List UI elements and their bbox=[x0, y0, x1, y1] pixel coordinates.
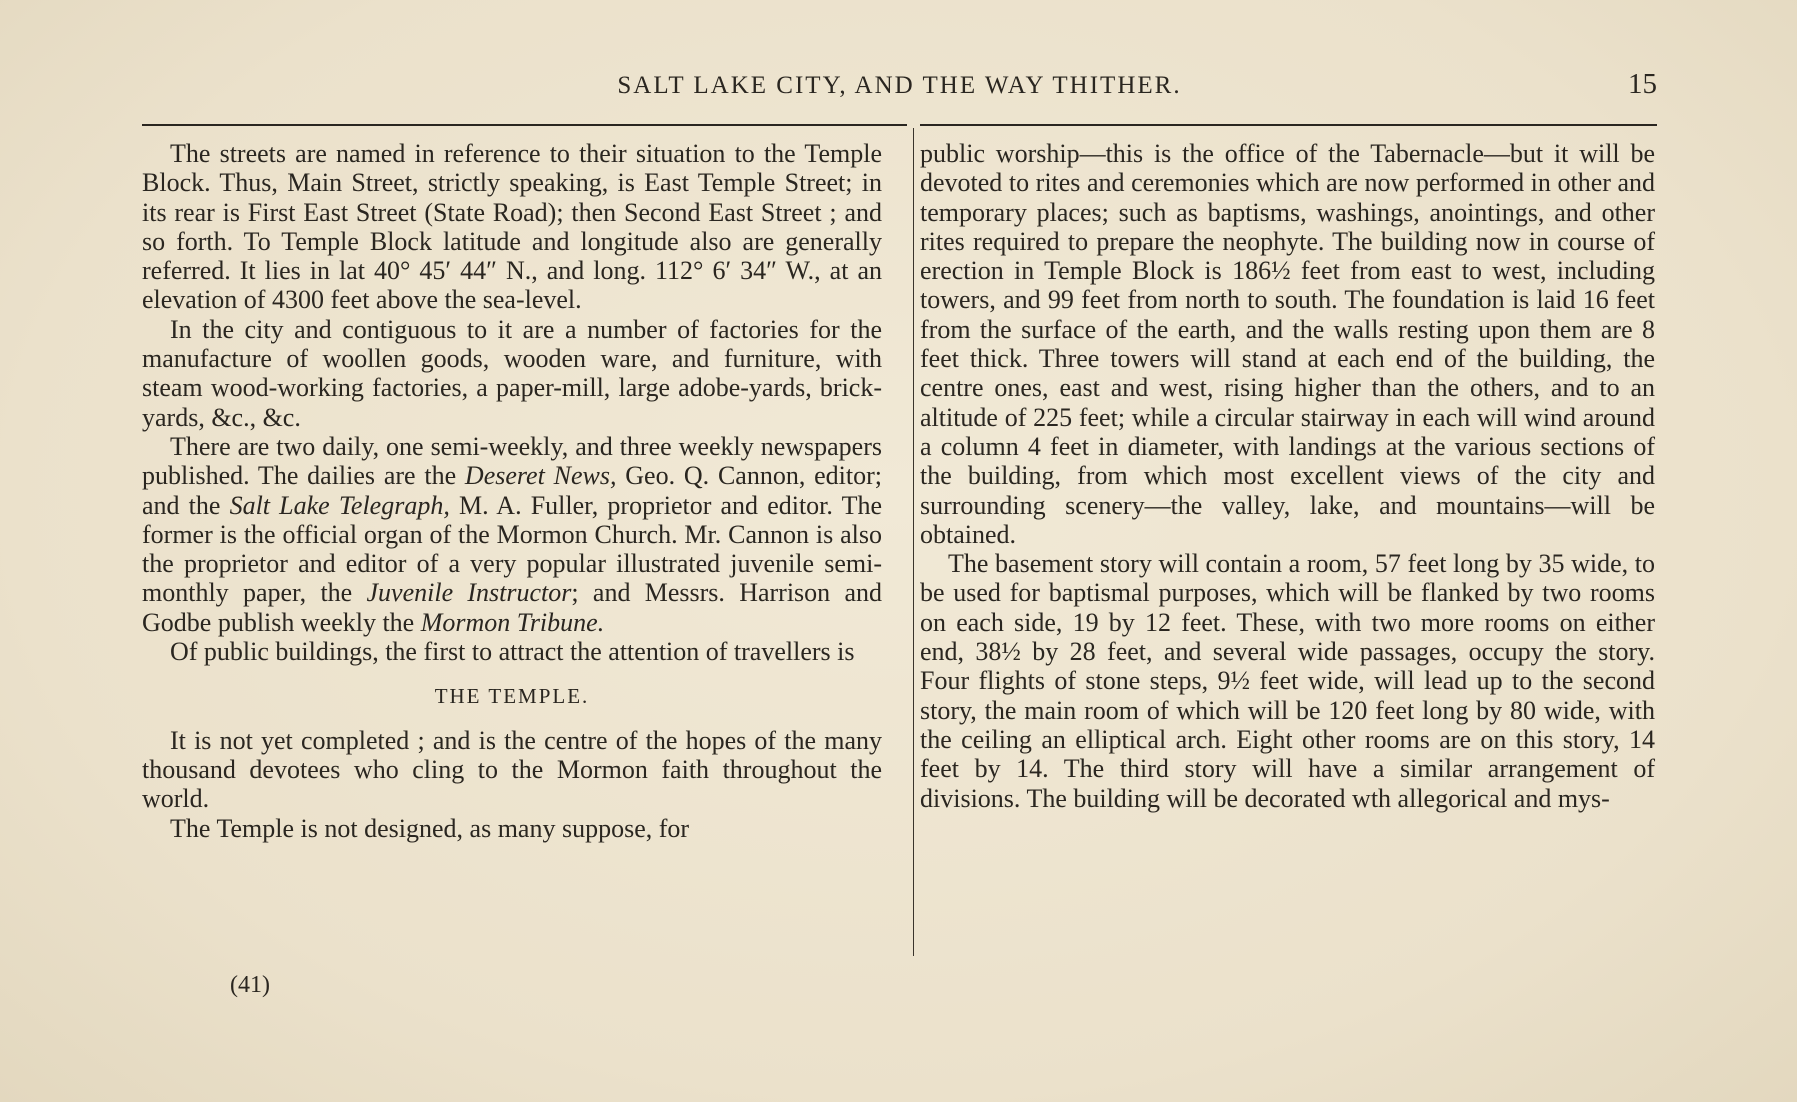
page-number: 15 bbox=[1628, 68, 1657, 100]
paragraph-newspapers bbox=[142, 432, 882, 637]
paragraph-basement: The basement story will contain a room, 57 feet long by 35 wide, to be used for baptismal purposes, which will be flanked by two rooms on each side, 19 by 12 feet. These, with two more rooms on either end, 38½ by 28 feet, and several wide passages, occupy the story. Four flights of stone steps, 9½ feet wide, will lead up to the second story, the main room of which will be 120 feet long by 80 wide, with the ceiling an elliptical arch. Eight other rooms are on this story, 14 feet by 14. The third story will have a similar arrangement of divisions. The building will be decorated wth allegorical and mys- bbox=[920, 549, 1655, 813]
column-divider bbox=[913, 128, 914, 956]
right-column bbox=[920, 139, 1655, 813]
newspaper-title: Mormon Tribune. bbox=[420, 607, 605, 637]
paragraph-temple-intro: It is not yet completed ; and is the centre of the hopes of the many thousand devotees who cling to the Mormon faith throughout the world. bbox=[142, 725, 882, 814]
signature-mark: (41) bbox=[230, 972, 270, 998]
paragraph-public-buildings: Of public buildings, the first to attract the attention of travellers is bbox=[170, 637, 855, 667]
left-column bbox=[142, 139, 882, 843]
paragraph-factories: In the city and contiguous to it are a number of factories for the manufacture of woollen goods, wooden ware, and furniture, with steam wood-working factories, a paper-mill, large adobe-yards, brick-yards, &c., &c. bbox=[142, 314, 882, 432]
paragraph-temple-design: The Temple is not designed, as many suppose, for bbox=[170, 813, 690, 843]
newspaper-title: Salt Lake Telegraph, bbox=[229, 490, 450, 520]
text-run: There are two daily, one semi-weekly, and three weekly newspapers published. The dailies are the bbox=[142, 431, 882, 491]
header-rule-left bbox=[142, 124, 907, 126]
newspaper-title: Deseret News, bbox=[464, 461, 617, 491]
paragraph-streets: The streets are named in reference to their situation to the Temple Block. Thus, Main Street, strictly speaking, is East Temple Street; in its rear is First East Street (State Road); then Second East Street ; and so forth. To Temple Block latitude and longitude also are generally referred. It lies in lat 40° 45′ 44″ N., and long. 112° 6′ 34″ W., at an elevation of 4300 feet above the sea-level. bbox=[142, 139, 882, 315]
section-heading: THE TEMPLE. bbox=[434, 684, 590, 709]
text-run: ; and Messrs. Harrison and Godbe publish weekly the bbox=[142, 578, 883, 637]
newspaper-title: Juvenile Instructor bbox=[366, 578, 572, 608]
running-title: SALT LAKE CITY, AND THE WAY THITHER. bbox=[617, 72, 1182, 99]
running-head bbox=[142, 68, 1657, 108]
paragraph-worship: public worship—this is the office of the Tabernacle—but it will be devoted to rites and ceremonies which are now performed in other and temporary places; such as baptisms, washings, anointings, and other rites required to prepare the neophyte. The building now in course of erection in Temple Block is 186½ feet from east to west, including towers, and 99 feet from north to south. The foundation is laid 16 feet from the surface of the earth, and the walls resting upon them are 8 feet thick. Three towers will stand at each end of the building, the centre ones, east and west, rising higher than the others, and to an altitude of 225 feet; while a circular stairway in each will wind around a column 4 feet in diameter, with landings at the various sections of the building, from which most excellent views of the city and surrounding scenery—the valley, lake, and mountains—will be obtained. bbox=[920, 139, 1655, 549]
header-rule-right bbox=[920, 124, 1657, 126]
text-run: M. A. Fuller, proprietor and editor. The former is the official organ of the Mormon Church. Mr. Cannon is also the proprietor and editor of a very popular illustrated juvenile semi-monthly paper, the bbox=[142, 490, 882, 608]
text-run: Geo. Q. Cannon, editor; and the bbox=[142, 461, 883, 520]
